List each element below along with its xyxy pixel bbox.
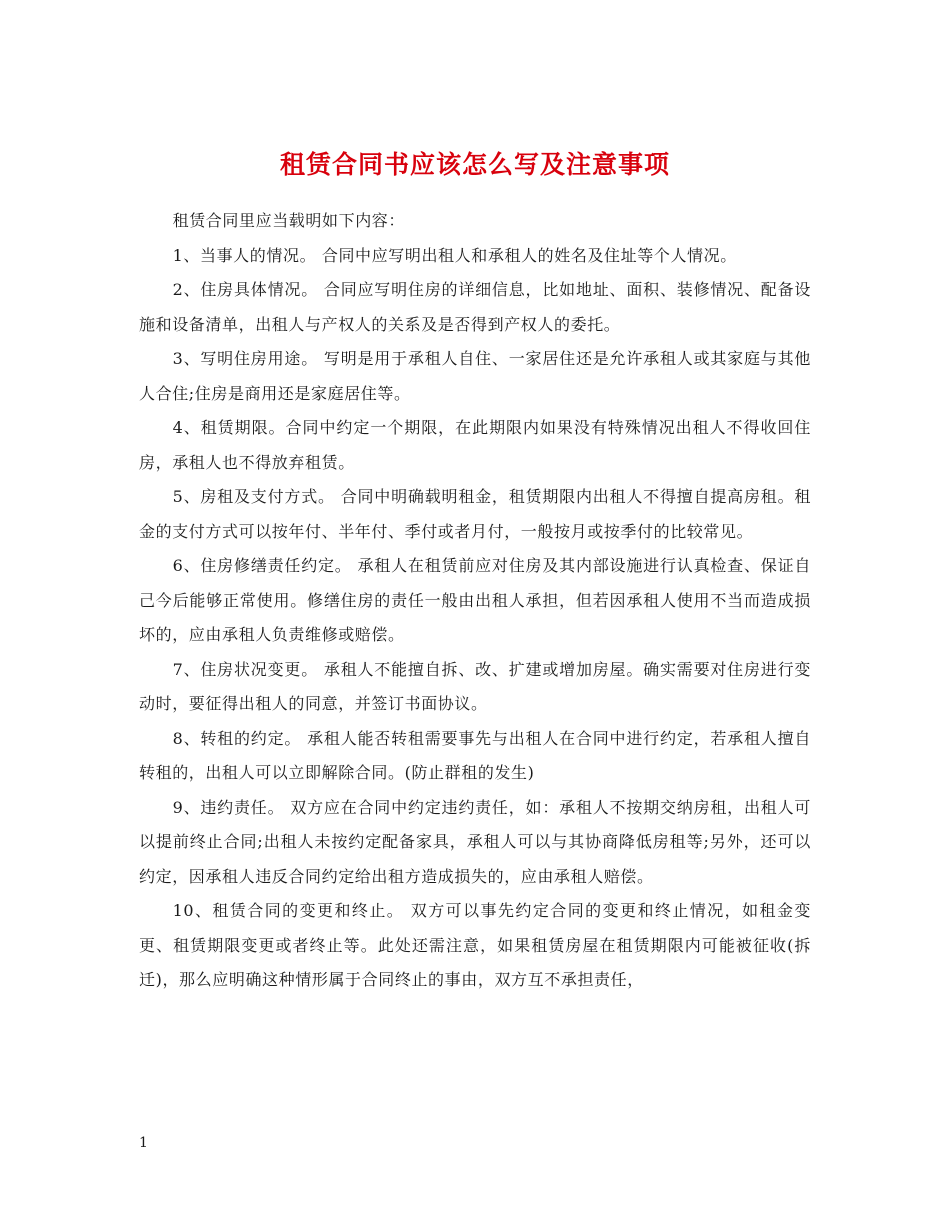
paragraph-item-5: 5、房租及支付方式。 合同中明确载明租金，租赁期限内出租人不得擅自提高房租。租金的支付方式可以按年付、半年付、季付或者月付，一般按月或按季付的比较常见。 <box>139 487 811 541</box>
paragraph-item-8: 8、转租的约定。 承租人能否转租需要事先与出租人在合同中进行约定，若承租人擅自转租的，出租人可以立即解除合同。(防止群租的发生) <box>139 728 811 782</box>
paragraph-item-4: 4、租赁期限。合同中约定一个期限，在此期限内如果没有特殊情况出租人不得收回住房，承租人也不得放弃租赁。 <box>139 418 811 472</box>
document-body <box>139 204 811 998</box>
paragraph-item-7: 7、住房状况变更。 承租人不能擅自拆、改、扩建或增加房屋。确实需要对住房进行变动时，要征得出租人的同意，并签订书面协议。 <box>139 659 811 713</box>
paragraph-item-3: 3、写明住房用途。 写明是用于承租人自住、一家居住还是允许承租人或其家庭与其他人合住;住房是商用还是家庭居住等。 <box>139 349 811 403</box>
paragraph-item-6: 6、住房修缮责任约定。 承租人在租赁前应对住房及其内部设施进行认真检查、保证自己今后能够正常使用。修缮住房的责任一般由出租人承担，但若因承租人使用不当而造成损坏的，应由承租人负责维修或赔偿。 <box>139 556 811 644</box>
paragraph-item-2: 2、住房具体情况。 合同应写明住房的详细信息，比如地址、面积、装修情况、配备设施和设备清单，出租人与产权人的关系及是否得到产权人的委托。 <box>139 280 811 334</box>
paragraph-intro: 租赁合同里应当载明如下内容： <box>172 211 405 230</box>
paragraph-item-10: 10、租赁合同的变更和终止。 双方可以事先约定合同的变更和终止情况，如租金变更、租赁期限变更或者终止等。此处还需注意，如果租赁房屋在租赁期限内可能被征收(拆迁)，那么应明确这种情形属于合同终止的事由，双方互不承担责任， <box>139 901 811 989</box>
paragraph-item-9: 9、违约责任。 双方应在合同中约定违约责任，如：承租人不按期交纳房租，出租人可以提前终止合同;出租人未按约定配备家具，承租人可以与其协商降低房租等;另外，还可以约定，因承租人违反合同约定给出租方造成损失的，应由承租人赔偿。 <box>139 797 811 886</box>
page-number: 1 <box>139 1135 148 1151</box>
paragraph-item-1: 1、当事人的情况。 合同中应写明出租人和承租人的姓名及住址等个人情况。 <box>172 245 737 265</box>
document-title: 租赁合同书应该怎么写及注意事项 <box>279 149 670 179</box>
